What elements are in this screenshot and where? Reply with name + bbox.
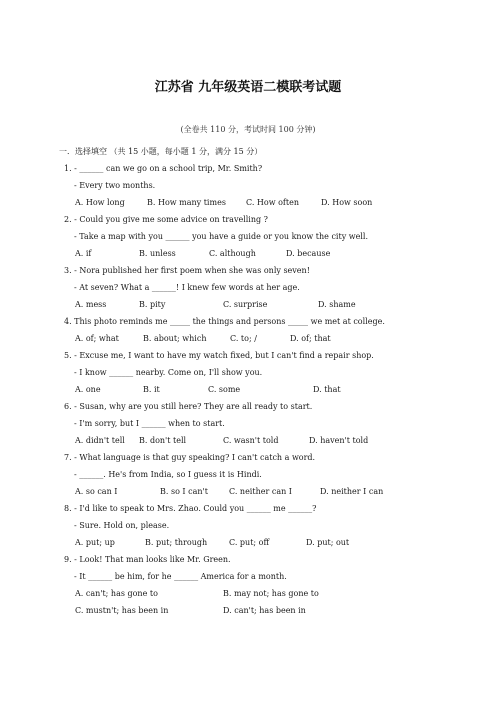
option-a: A. can't; has gone to [75, 589, 158, 598]
option-b: B. don't tell [139, 436, 187, 445]
question-8-reply: - Sure. Hold on, please. [74, 521, 170, 530]
question-9-reply: - It ______ be him, for he ______ America for a month. [74, 572, 287, 581]
question-8-prompt: 8. - I'd like to speak to Mrs. Zhao. Could you ______ me ______? [64, 504, 317, 513]
option-a: A. so can I [75, 487, 118, 496]
question-9-options [75, 588, 455, 600]
option-c: C. surprise [223, 300, 268, 309]
option-a: A. of; what [75, 334, 119, 343]
option-b: B. How many times [147, 198, 226, 207]
question-2-options [75, 248, 455, 260]
question-1-reply: - Every two months. [74, 181, 156, 190]
option-c: C. put; off [229, 538, 270, 547]
option-b: B. so I can't [160, 487, 208, 496]
option-a: A. mess [75, 300, 107, 309]
option-c: C. mustn't; has been in [75, 606, 169, 615]
question-9-options-row2 [75, 605, 455, 617]
option-b: B. unless [139, 249, 176, 258]
question-4-prompt: 4. This photo reminds me _____ the things and persons _____ we met at college. [64, 317, 385, 326]
option-a: A. How long [75, 198, 125, 207]
question-5-reply: - I know ______ nearby. Come on, I'll show you. [74, 368, 263, 377]
question-3-options [75, 299, 455, 311]
question-2-prompt: 2. - Could you give me some advice on travelling ? [64, 215, 268, 224]
option-d: D. put; out [306, 538, 350, 547]
option-c: C. wasn't told [223, 436, 279, 445]
question-5-prompt: 5. - Excuse me, I want to have my watch fixed, but I can't find a repair shop. [64, 351, 374, 360]
option-a: A. if [75, 249, 92, 258]
question-3-reply: - At seven? What a ______! I knew few words at her age. [74, 283, 300, 292]
exam-title: 江苏省 九年级英语二模联考试题 [154, 80, 342, 95]
option-b: B. about; which [143, 334, 207, 343]
exam-subtitle: (全卷共 110 分，考试时间 100 分钟) [180, 125, 316, 134]
question-6-options [75, 435, 455, 447]
question-7-prompt: 7. - What language is that guy speaking? I can't catch a word. [64, 453, 316, 462]
question-6-prompt: 6. - Susan, why are you still here? They are all ready to start. [64, 402, 313, 411]
option-c: C. although [209, 249, 256, 258]
option-c: C. neither can I [229, 487, 292, 496]
option-d: D. shame [318, 300, 356, 309]
question-7-options [75, 486, 455, 498]
question-8-options [75, 537, 455, 549]
option-d: D. because [286, 249, 331, 258]
option-a: A. didn't tell [75, 436, 125, 445]
question-6-reply: - I'm sorry, but I ______ when to start. [74, 419, 225, 428]
option-d: D. that [313, 385, 341, 394]
option-c: C. How often [246, 198, 299, 207]
option-b: B. put; through [145, 538, 208, 547]
option-c: C. some [208, 385, 241, 394]
option-b: B. may not; has gone to [223, 589, 319, 598]
option-d: D. haven't told [309, 436, 369, 445]
option-d: D. of; that [290, 334, 331, 343]
question-5-options [75, 384, 455, 396]
question-7-reply: - ______. He's from India, so I guess it is Hindi. [74, 470, 262, 479]
section-heading: 一．选择填空 （共 15 小题，每小题 1 分，满分 15 分） [59, 147, 263, 156]
option-a: A. one [75, 385, 101, 394]
option-a: A. put; up [75, 538, 115, 547]
option-c: C. to; / [230, 334, 257, 343]
option-b: B. it [143, 385, 160, 394]
option-d: D. can't; has been in [223, 606, 306, 615]
question-1-prompt: 1. - ______ can we go on a school trip, Mr. Smith? [64, 164, 263, 173]
option-b: B. pity [139, 300, 166, 309]
question-2-reply: - Take a map with you ______ you have a guide or you know the city well. [74, 232, 368, 241]
option-d: D. How soon [321, 198, 373, 207]
question-4-options [75, 333, 455, 345]
question-1-options [75, 197, 455, 209]
question-3-prompt: 3. - Nora published her first poem when she was only seven! [64, 266, 310, 275]
question-9-prompt: 9. - Look! That man looks like Mr. Green. [64, 555, 231, 564]
option-d: D. neither I can [320, 487, 384, 496]
